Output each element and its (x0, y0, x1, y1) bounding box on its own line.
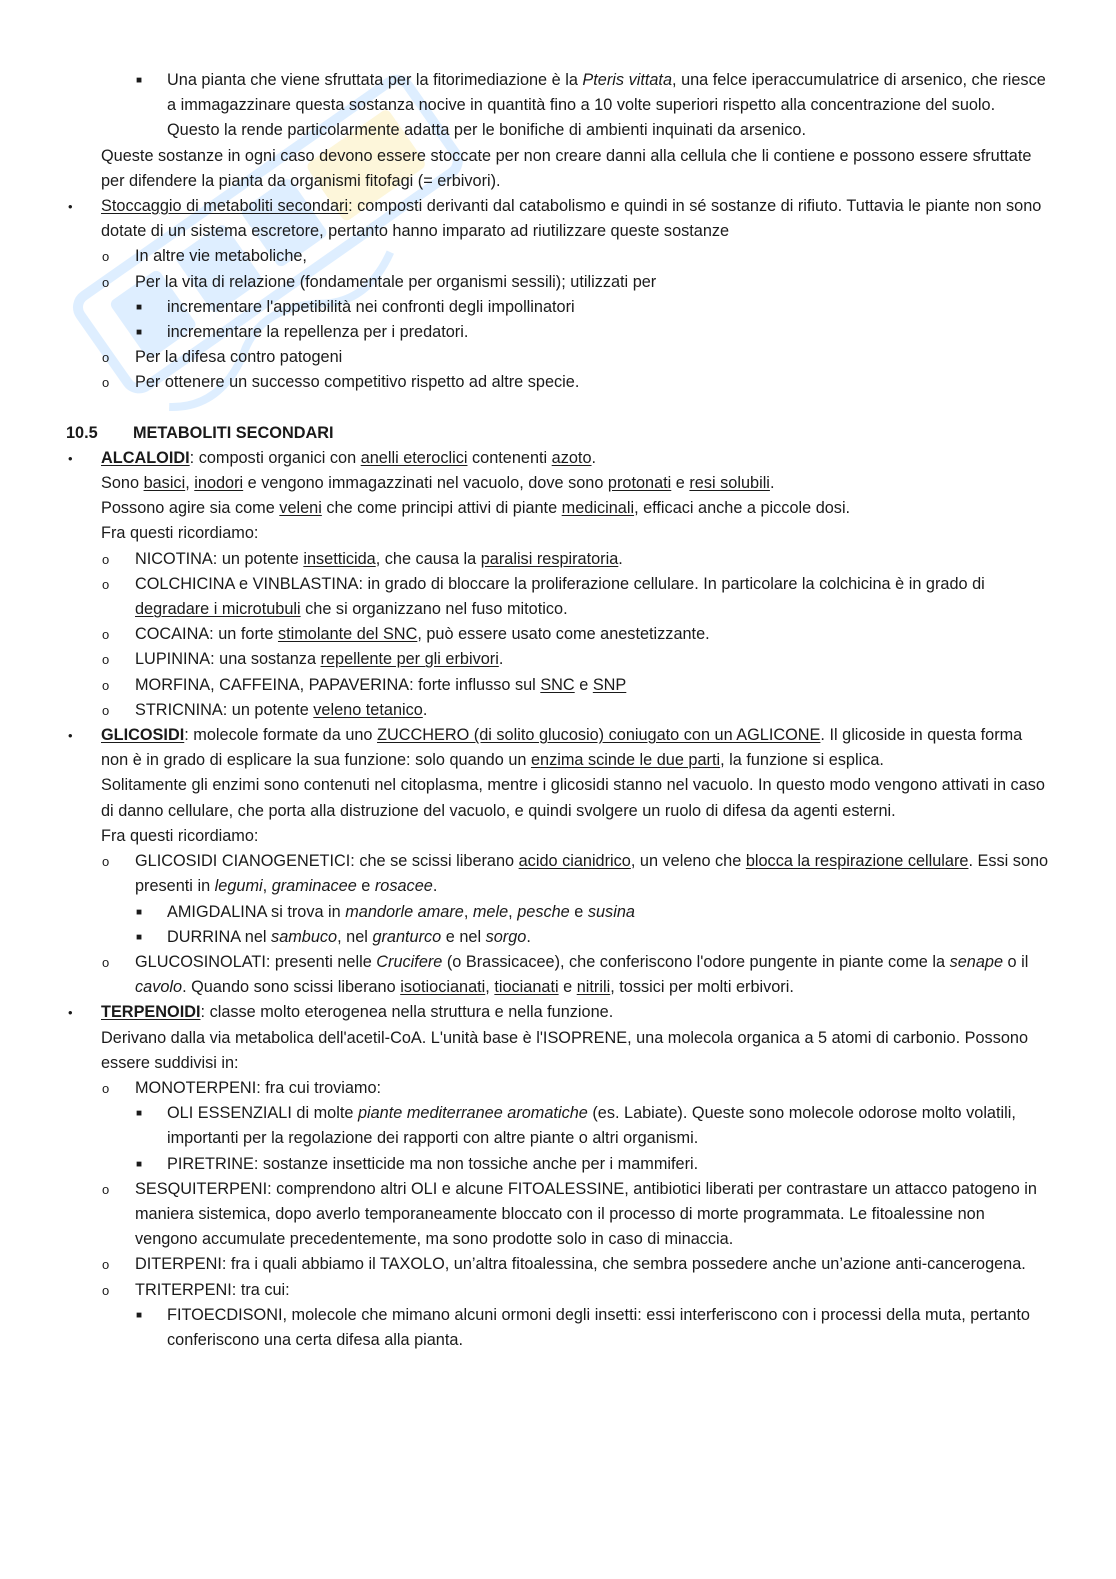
text-run: Sono (101, 474, 144, 493)
text-run: repellente per gli erbivori (320, 650, 499, 669)
text-run: Per la difesa contro patogeni (135, 348, 343, 367)
text-run: rosacee (374, 877, 433, 896)
document-body (66, 68, 1050, 1353)
text-run: Pteris vittata (582, 71, 673, 89)
stoccaggio-section (66, 194, 1050, 396)
sub-list-item (66, 345, 1050, 370)
text-run: , efficaci anche a piccole dosi. (634, 499, 851, 518)
text-run: GLUCOSINOLATI: presenti nelle (135, 952, 377, 971)
text-run: incrementare l'appetibilità nei confronti degli impollinatori (167, 297, 575, 316)
glicosidi-section (66, 723, 1050, 1000)
list-marker: o (102, 1282, 110, 1298)
intro-paragraph (66, 144, 1050, 194)
text-run: . Il glicoside in questa forma non è in grado di esplicare la sua funzione: solo quando un (101, 726, 1023, 770)
text-run: blocca la respirazione cellulare (745, 852, 969, 871)
text-run: medicinali (561, 499, 635, 518)
text-run: MORFINA, CAFFEINA, PAPAVERINA: forte influsso sul (135, 675, 541, 694)
paragraph (66, 471, 1050, 496)
text-run: senape (949, 952, 1003, 971)
text-run: , (262, 877, 272, 896)
text-run: susina (587, 902, 635, 921)
list-marker: • (68, 450, 73, 466)
text-run: STRICNINA: un potente (135, 700, 314, 719)
text-run: legumi (214, 877, 263, 896)
list-marker: • (68, 1005, 73, 1021)
sub-sub-list-item (66, 900, 1050, 925)
text-run: mandorle amare (345, 902, 464, 921)
list-marker: ■ (136, 1309, 143, 1321)
text-run: COCAINA: un forte (135, 625, 278, 644)
text-run: LUPININA: una sostanza (135, 650, 321, 669)
text-run: tiocianati (494, 978, 559, 997)
text-run: SNP (592, 675, 627, 694)
text-run: . (591, 448, 597, 467)
text-run: , tossici per molti erbivori. (610, 978, 794, 997)
alcaloidi-section (66, 446, 1050, 723)
text-run: Fra questi ricordiamo: (101, 524, 259, 543)
text-run: . (422, 700, 428, 719)
text-run: e (558, 978, 577, 997)
text-run: (es. Labiate). Queste sono molecole odorose molto volatili, importanti per la regolazione dei rapporti con altre piante o altri organismi. (167, 1104, 1016, 1148)
text-run (101, 1003, 201, 1021)
sub-sub-list-item (66, 320, 1050, 345)
list-marker: o (102, 350, 110, 366)
list-marker: o (102, 652, 110, 668)
text-run: OLI ESSENZIALI di molte (167, 1104, 358, 1123)
list-marker: o (102, 1181, 110, 1197)
sub-list-item (66, 547, 1050, 572)
list-marker: ■ (136, 327, 143, 339)
text-run: . (618, 549, 623, 568)
text-run: Per ottenere un successo competitivo rispetto ad altre specie. (135, 373, 580, 392)
text-run: : molecole formate da uno (184, 726, 378, 745)
text-run: Per la vita di relazione (fondamentale per organismi sessili); utilizzati per (135, 272, 657, 291)
text-run: NICOTINA: un potente (135, 549, 304, 568)
list-item (66, 1000, 1050, 1025)
sub-list-item (66, 1076, 1050, 1101)
text-run: SESQUITERPENI: comprendono altri OLI e alcune FITOALESSINE, antibiotici liberati per contrastare un attacco patogeno in maniera sistemica, dopo averlo temporaneamente bloccato con il processo di morte programmata. Le fitoalessine non vengono accumulate precedentemente, ma sono prodotte solo in caso di minaccia. (135, 1179, 1037, 1249)
text-run: degradare i microtubuli (135, 600, 301, 619)
text-run: sambuco (271, 927, 338, 946)
text-run: Queste sostanze in ogni caso devono essere stoccate per non creare danni alla cellula che li contiene e possono essere sfruttate per difendere la pianta da organismi fitofagi (= erbivori). (101, 146, 1032, 190)
text-run: . (526, 927, 531, 946)
list-marker: o (102, 954, 110, 970)
text-run: , un veleno che (630, 852, 746, 871)
sub-list-item (66, 1278, 1050, 1303)
sub-list-item (66, 673, 1050, 698)
list-marker: o (102, 627, 110, 643)
sub-list-item (66, 698, 1050, 723)
list-marker: o (102, 551, 110, 567)
text-run: PIRETRINE: sostanze insetticide ma non tossiche anche per i mammiferi. (167, 1154, 699, 1173)
text-run: sorgo (485, 927, 527, 946)
text-run: graminacee (271, 877, 357, 896)
term-label: ALCALOIDI (101, 448, 190, 467)
text-run: , (485, 978, 495, 997)
text-run: In altre vie metaboliche, (135, 247, 307, 266)
list-marker: ■ (136, 1108, 143, 1120)
list-marker: • (68, 728, 73, 744)
list-marker: o (102, 702, 110, 718)
sub-sub-list-item (66, 1101, 1050, 1151)
text-run: veleno tetanico (313, 700, 423, 719)
text-run: Solitamente gli enzimi sono contenuti nel citoplasma, mentre i glicosidi stanno nel vacuolo. In questo modo vengono attivati in caso di danno cellulare, che porta alla distruzione del vacuolo, e quindi svolgere un ruolo di difesa da agenti esterni. (101, 776, 1045, 820)
text-run: protonati (607, 474, 672, 493)
text-run: COLCHICINA e VINBLASTINA: in grado di bloccare la proliferazione cellulare. In particolare la colchicina è in grado di (135, 574, 985, 593)
paragraph (66, 1026, 1050, 1076)
text-run: , una felce iperaccumulatrice di arsenico, che riesce a immagazzinare questa sostanza nocive in quantità fino a 10 volte superiori rispetto alla concentrazione del suolo. Questo la rende particolarmente adatta per le bonifiche di ambienti inquinati da arsenico. (167, 71, 1046, 140)
sub-sub-list-item (66, 295, 1050, 320)
text-run: . (432, 877, 438, 896)
text-run: . Essi sono presenti in (135, 852, 1049, 896)
sub-list-item (66, 1252, 1050, 1277)
list-marker: o (102, 854, 110, 870)
terpenoidi-section (66, 1000, 1050, 1353)
text-run: : composti derivanti dal catabolismo e quindi in sé sostanze di rifiuto. Tuttavia le piante non sono dotate di un sistema escretore, pertanto hanno imparato ad riutilizzare queste sostanze (101, 197, 1042, 241)
text-run: : classe molto eterogenea nella struttura e nella funzione. (200, 1003, 614, 1022)
text-run: acido cianidrico (518, 852, 631, 871)
text-run: Derivano dalla via metabolica dell'acetil-CoA. L'unità base è l'ISOPRENE, una molecola organica a 5 atomi di carbonio. Possono essere suddivisi in: (101, 1028, 1029, 1072)
list-marker: ■ (136, 301, 143, 313)
text-run: e vengono immagazzinati nel vacuolo, dove sono (243, 474, 608, 493)
text-run: granturco (372, 927, 442, 946)
sub-list-item (66, 370, 1050, 395)
text-run: che come principi attivi di piante (321, 499, 562, 518)
text-run: Crucifere (376, 952, 443, 971)
text-run: piante mediterranee aromatiche (357, 1104, 588, 1123)
text-run: ZUCCHERO (di solito glucosio) coniugato con un AGLICONE (377, 726, 821, 745)
text-run: (o Brassicacee), che conferiscono l'odore pungente in piante come la (442, 952, 950, 971)
text-run: Possono agire sia come (101, 499, 280, 518)
text-run: anelli eteroclici (360, 448, 468, 467)
text-run: GLICOSIDI CIANOGENETICI: che se scissi liberano (135, 852, 519, 871)
text-run: MONOTERPENI: fra cui troviamo: (135, 1078, 382, 1097)
text-run: , può essere usato come anestetizzante. (417, 625, 710, 644)
sub-sub-list-item (66, 68, 1050, 144)
text-run: che si organizzano nel fuso mitotico. (300, 600, 568, 619)
top-bullet-list (66, 68, 1050, 144)
text-run: , (508, 902, 518, 921)
text-run: e (574, 675, 593, 694)
list-marker: ■ (136, 931, 143, 943)
list-marker: o (102, 1257, 110, 1273)
sub-list-item (66, 572, 1050, 622)
text-run: inodori (194, 474, 244, 493)
text-run: stimolante del SNC (277, 625, 418, 644)
sub-list-item (66, 622, 1050, 647)
text-run: , che causa la (375, 549, 481, 568)
text-run: nitrili (576, 978, 611, 997)
list-marker: o (102, 576, 110, 592)
text-run: Stoccaggio di metaboliti secondari (101, 197, 349, 216)
paragraph (66, 521, 1050, 546)
list-marker: o (102, 249, 110, 265)
text-run: enzima scinde le due parti (530, 751, 721, 770)
text-run: TRITERPENI: tra cui: (135, 1280, 290, 1299)
text-run: contenenti (467, 448, 552, 467)
section-number: 10.5 (66, 423, 98, 442)
text-run: SNC (540, 675, 575, 694)
paragraph (66, 144, 1050, 194)
text-run: , la funzione si esplica. (720, 751, 884, 770)
text-run: . (498, 650, 504, 669)
list-item (66, 446, 1050, 471)
text-run: , (463, 902, 473, 921)
text-run: . Quando sono scissi liberano (182, 978, 401, 997)
list-item (66, 194, 1050, 244)
sub-sub-list-item (66, 925, 1050, 950)
paragraph (66, 824, 1050, 849)
text-run: . (769, 474, 775, 493)
text-run: pesche (517, 902, 570, 921)
section-title: METABOLITI SECONDARI (133, 423, 334, 442)
text-run: , (185, 474, 195, 493)
text-run: azoto (551, 448, 592, 467)
paragraph (66, 496, 1050, 521)
list-marker: ■ (136, 906, 143, 918)
section-heading (66, 421, 1050, 446)
sub-list-item (66, 647, 1050, 672)
text-run: resi solubili (689, 474, 770, 493)
text-run: e (569, 902, 588, 921)
text-run: basici (143, 474, 186, 493)
list-marker: o (102, 677, 110, 693)
text-run: insetticida (303, 549, 376, 568)
text-run: DITERPENI: fra i quali abbiamo il TAXOLO, un’altra fitoalessina, che sembra possedere anche un’azione anti-cancerogena. (135, 1255, 1026, 1274)
term-label: TERPENOIDI (101, 1003, 201, 1022)
list-marker: ■ (136, 1158, 143, 1170)
text-run: AMIGDALINA si trova in (167, 902, 346, 921)
spacer (66, 396, 1050, 421)
sub-list-item (66, 849, 1050, 899)
text-run: cavolo (135, 978, 183, 997)
text-run: Fra questi ricordiamo: (101, 826, 259, 845)
text-run: DURRINA nel (167, 927, 272, 946)
sub-sub-list-item (66, 1152, 1050, 1177)
list-marker: o (102, 1080, 110, 1096)
text-run: mele (472, 902, 509, 921)
text-run: : composti organici con (189, 448, 361, 467)
text-run: veleni (279, 499, 322, 518)
text-run: isotiocianati (400, 978, 486, 997)
list-marker: o (102, 274, 110, 290)
sub-sub-list-item (66, 1303, 1050, 1353)
text-run (101, 449, 190, 467)
sub-list-item (66, 270, 1050, 295)
text-run: FITOECDISONI, molecole che mimano alcuni ormoni degli insetti: essi interferiscono con i processi della muta, pertanto conferiscono una certa difesa alla pianta. (167, 1305, 1030, 1349)
sub-list-item (66, 244, 1050, 269)
text-run: o il (1003, 952, 1029, 971)
sub-list-item (66, 950, 1050, 1000)
list-marker: • (68, 199, 73, 215)
list-marker: o (102, 375, 110, 391)
text-run: e nel (441, 927, 486, 946)
text-run: e (356, 877, 375, 896)
text-run: incrementare la repellenza per i predatori. (167, 323, 469, 342)
list-item (66, 723, 1050, 773)
text-run: e (671, 474, 690, 493)
text-run: , nel (337, 927, 373, 946)
text-run: paralisi respiratoria (480, 549, 619, 568)
list-marker: ■ (136, 75, 143, 86)
paragraph (66, 773, 1050, 823)
text-run: Una pianta che viene sfruttata per la fitorimediazione è la (167, 71, 583, 89)
text-run (101, 726, 184, 744)
sub-list-item (66, 1177, 1050, 1253)
term-label: GLICOSIDI (101, 726, 185, 745)
